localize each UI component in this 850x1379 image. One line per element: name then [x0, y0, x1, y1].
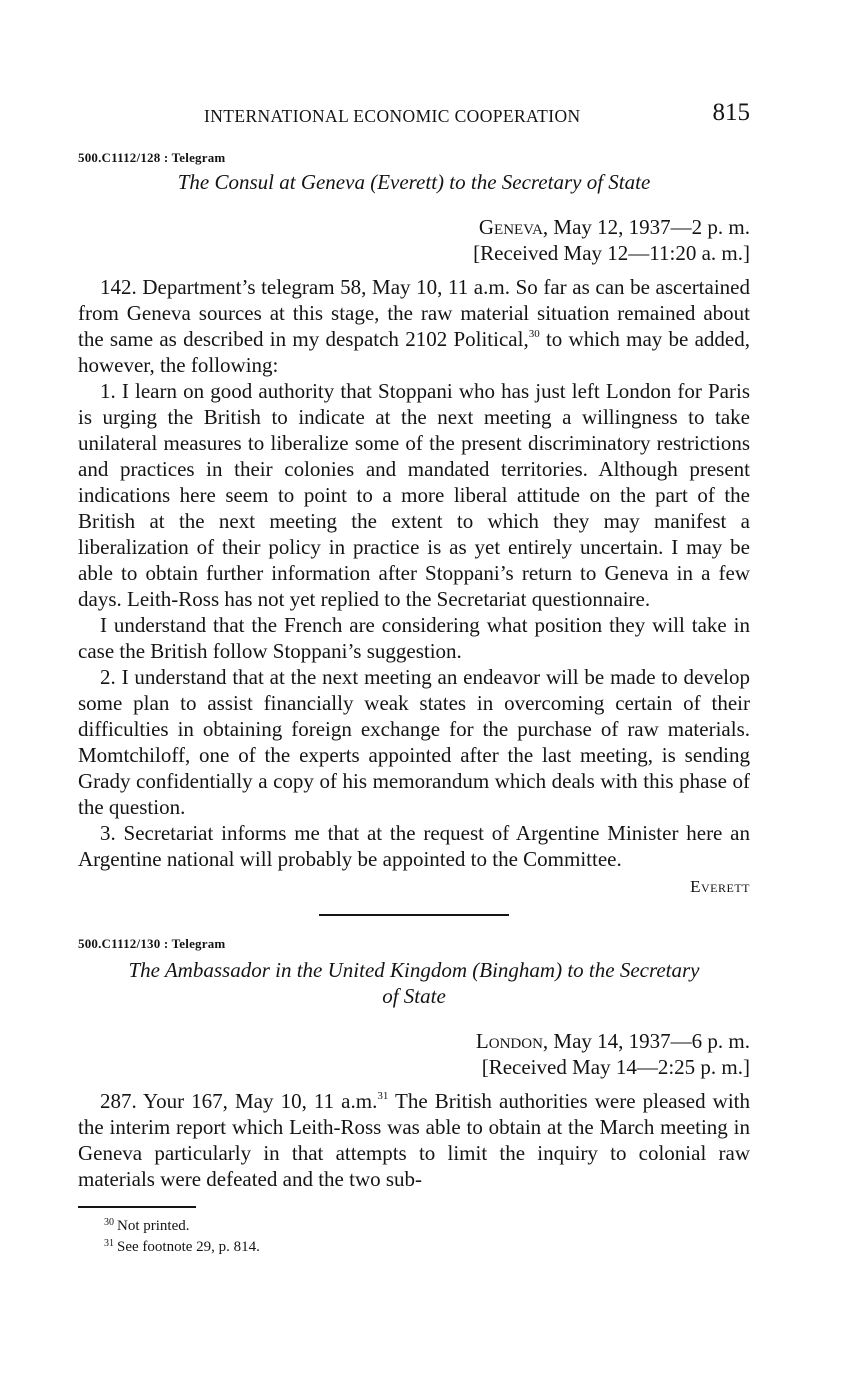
dateline-date: , May 14, 1937—6 p. m.	[542, 1029, 750, 1053]
section-divider	[319, 914, 509, 916]
body-paragraph: 2. I understand that at the next meeting an endeavor will be made to develop some plan to assist financially weak states in overcoming certain of their difficulties in obtaining foreign exchange for the purchase of raw materials. Momtchiloff, one of the experts appointed after the last meeting, is sending Grady confidentially a copy of his memorandum which deals with this phase of the question.	[78, 665, 750, 819]
footnote-mark: 30	[104, 1216, 114, 1228]
dateline-place: Geneva	[478, 215, 543, 239]
paragraph-text: 287. Your 167, May 10, 11 a.m.	[100, 1089, 378, 1113]
body-paragraph: 3. Secretariat informs me that at the request of Argentine Minister here an Argentine national will probably be appointed to the Committee.	[78, 821, 750, 871]
document-heading: The Consul at Geneva (Everett) to the Secretary of State	[177, 170, 651, 194]
body-paragraph	[78, 274, 750, 378]
heading-line: The Ambassador in the United Kingdom (Bingham) to the Secretary	[128, 958, 700, 982]
body-paragraph: 1. I learn on good authority that Stoppani who has just left London for Paris is urging the British to indicate at the next meeting a willingness to take unilateral measures to liberalize some of the present discriminatory restrictions and practices in their colonies and mandated territories. Although present indications here seem to point to a more liberal attitude on the part of the British at the next meeting the extent to which they may manifest a liberalization of their policy in practice is as yet entirely uncertain. I may be able to obtain further information after Stoppani’s return to Geneva in a few days. Leith-Ross has not yet replied to the Secretariat questionnaire.	[78, 379, 750, 611]
received-line: [Received May 14—2:25 p. m.]	[481, 1055, 750, 1079]
telegram-body	[78, 1088, 750, 1192]
file-reference: 500.C1112/128 : Telegram	[78, 150, 226, 165]
running-title: INTERNATIONAL ECONOMIC COOPERATION	[204, 106, 581, 126]
paragraph-text: The British authorities were pleased with the interim report which Leith-Ross was able to obtain at the March meeting in Geneva particularly in that attempts to limit the inquiry to colonial raw materials were defeated and the two sub-	[78, 1089, 750, 1191]
footnote	[104, 1214, 750, 1235]
received-line: [Received May 12—11:20 a. m.]	[473, 241, 750, 265]
telegram-body	[78, 274, 750, 872]
signature: Everett	[690, 877, 750, 896]
file-reference: 500.C1112/130 : Telegram	[78, 936, 226, 951]
footnote-text: Not printed.	[117, 1217, 190, 1234]
body-paragraph	[78, 1088, 750, 1192]
heading-line: of State	[382, 984, 446, 1008]
dateline-date: , May 12, 1937—2 p. m.	[542, 215, 750, 239]
dateline	[78, 1028, 750, 1054]
footnote-mark: 31	[104, 1237, 114, 1249]
paragraph-text: 142. Department’s telegram 58, May 10, 11 a.m. So far as can be ascertained from Geneva sources at this stage, the raw material situation remained about the same as described in my despatch 2102 Political,	[78, 275, 750, 351]
footnote-rule	[78, 1206, 196, 1208]
footnote-reference: 31	[377, 1090, 389, 1102]
running-head	[78, 96, 750, 132]
body-paragraph: I understand that the French are considering what position they will take in case the British follow Stoppani’s suggestion.	[78, 613, 750, 663]
dateline-place: London	[475, 1029, 543, 1053]
footnote-text: See footnote 29, p. 814.	[117, 1238, 260, 1255]
paragraph-text: to which may be added, however, the following:	[78, 327, 751, 377]
dateline	[78, 214, 750, 240]
footnote	[104, 1235, 750, 1256]
footnotes	[78, 1214, 750, 1256]
document-page	[78, 96, 750, 1256]
page-number: 815	[712, 99, 750, 126]
footnote-reference: 30	[528, 328, 540, 340]
document-heading	[78, 957, 750, 1009]
